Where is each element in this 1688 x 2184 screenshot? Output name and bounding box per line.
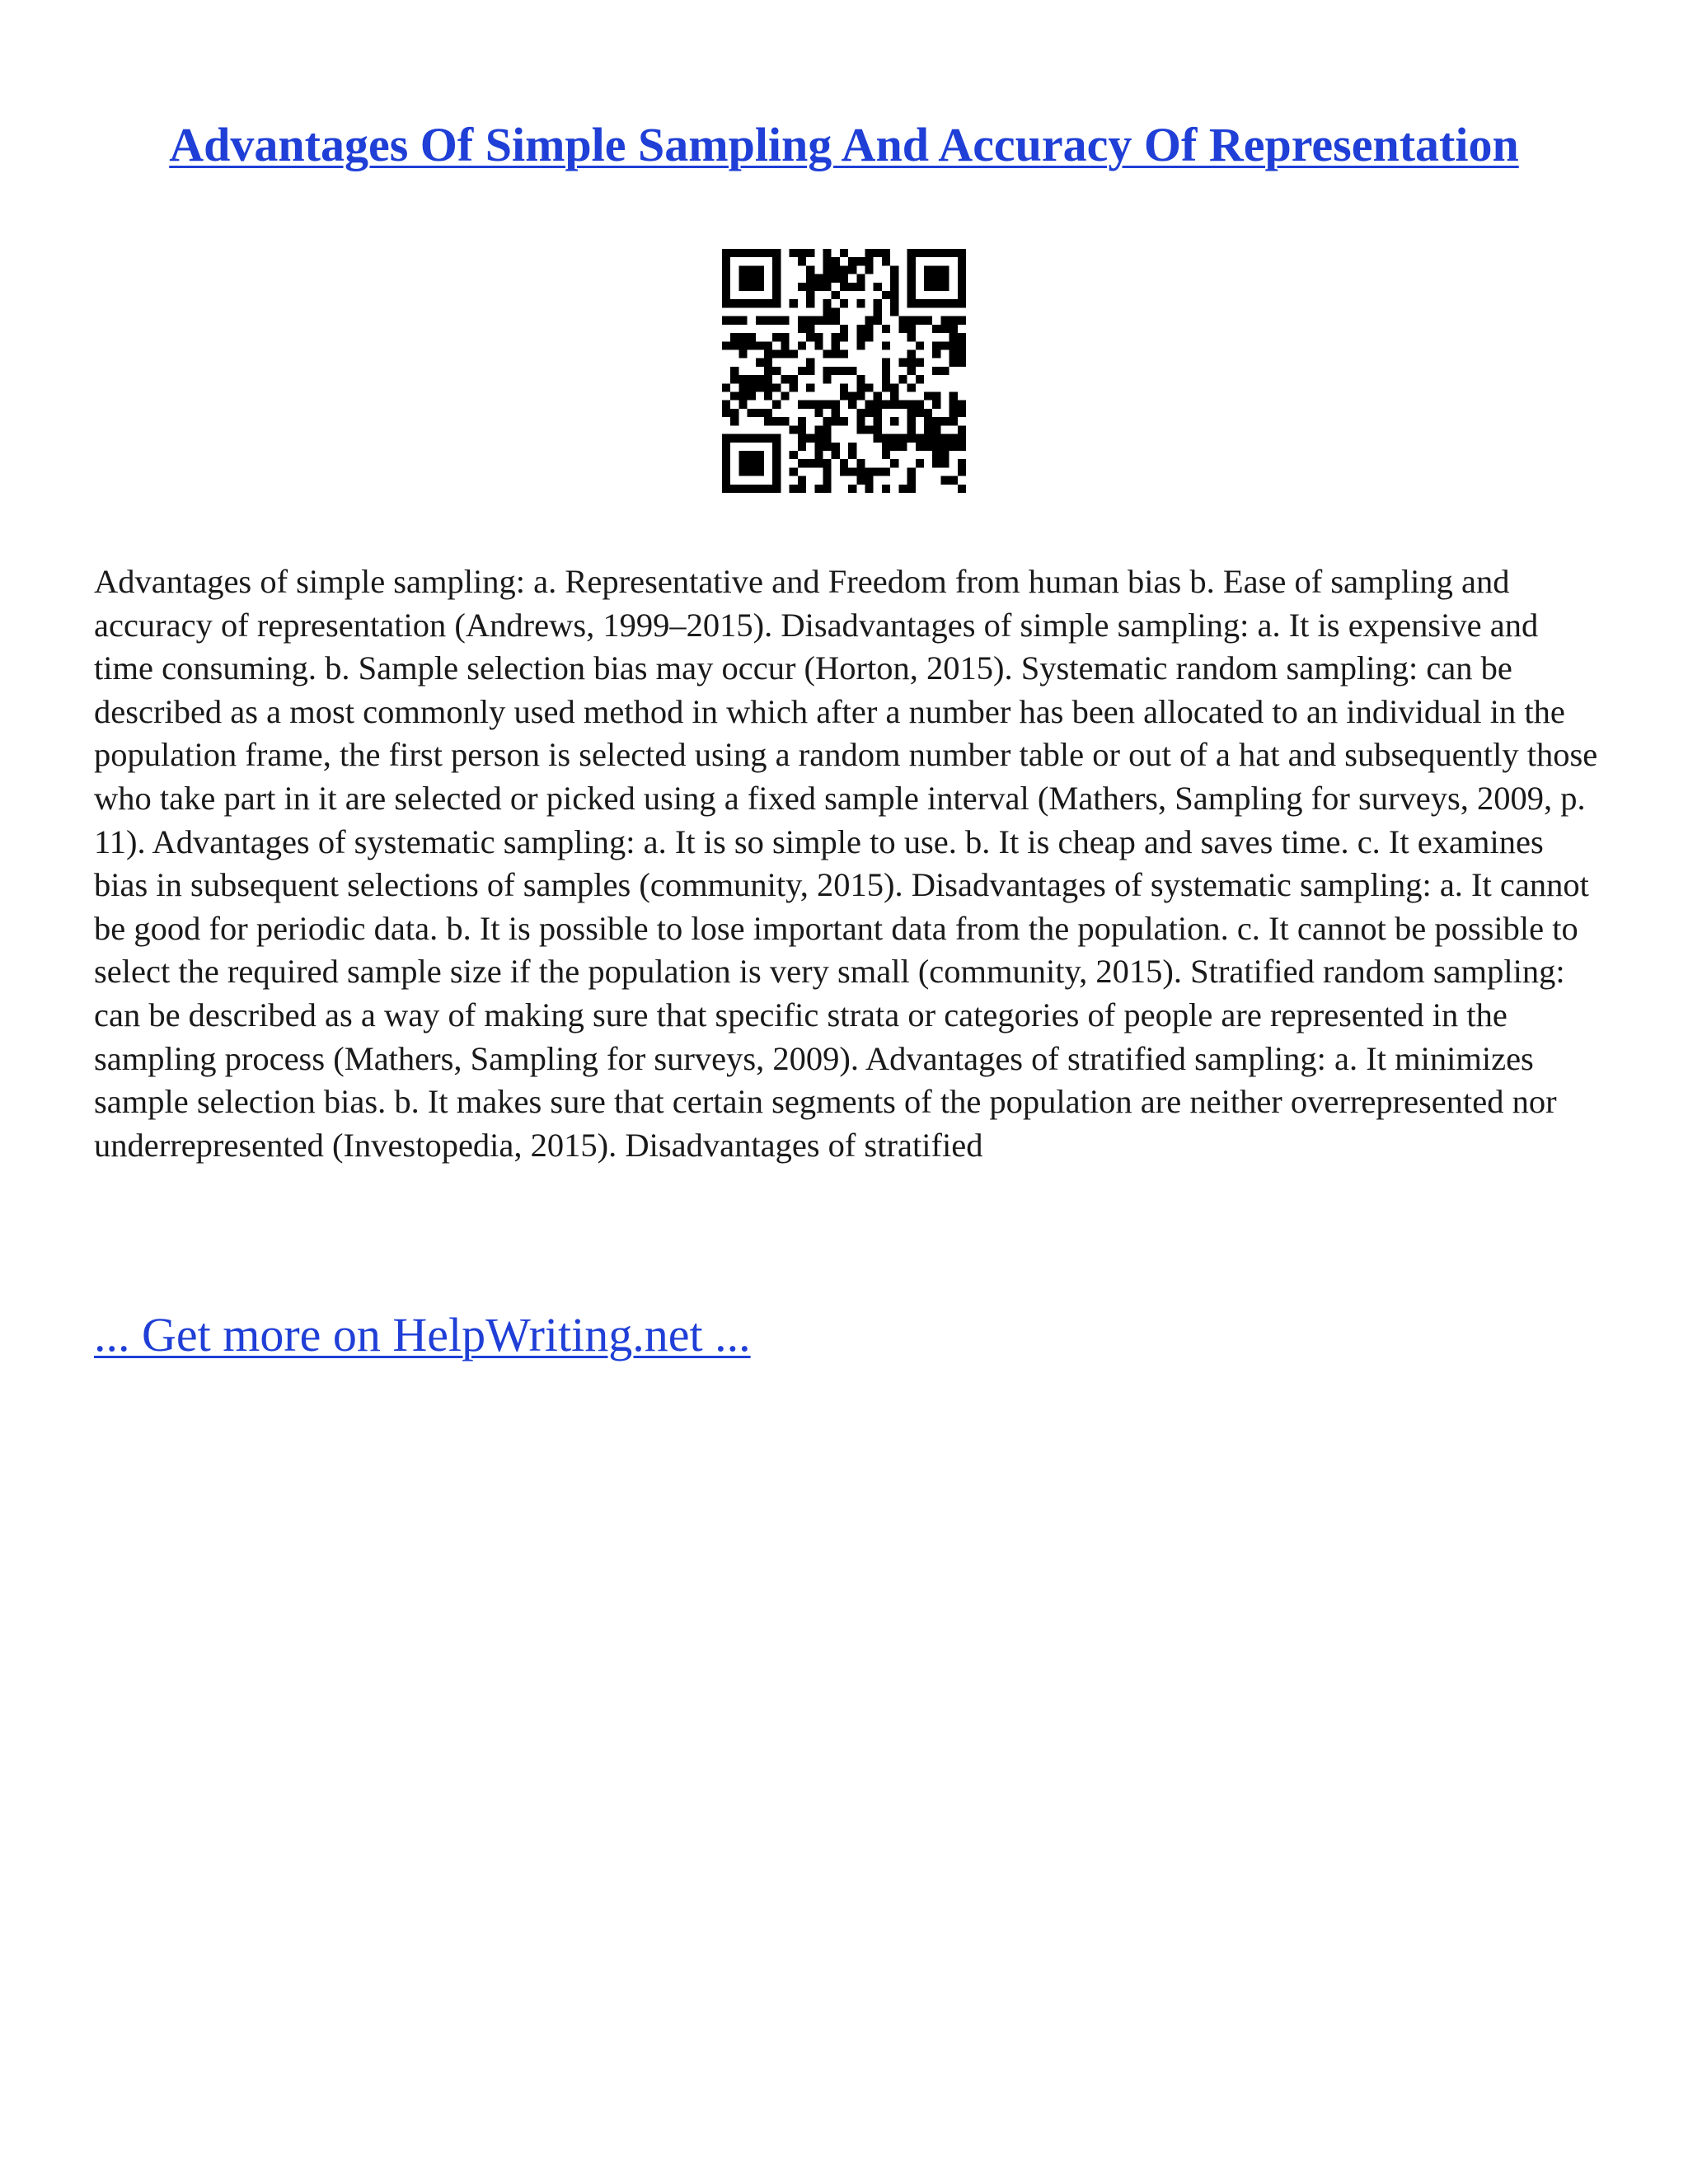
document-title <box>0 114 1688 176</box>
body-paragraph: Advantages of simple sampling: a. Representative and Freedom from human bias b. Ease of sampling and accuracy of representation (Andrews, 1999–2015). Disadvantages of simple sampling: a. It is expensive and time consuming. b. Sample selection bias may occur (Horton, 2015). Systematic random sampling: can be described as a most commonly used method in which after a number has been allocated to an individual in the population frame, the first person is selected using a random number table or out of a hat and subsequently those who take part in it are selected or picked using a fixed sample interval (Mathers, Sampling for surveys, 2009, p. 11). Advantages of systematic sampling: a. It is so simple to use. b. It is cheap and saves time. c. It examines bias in subsequent selections of samples (community, 2015). Disadvantages of systematic sampling: a. It cannot be good for periodic data. b. It is possible to lose important data from the population. c. It cannot be possible to select the required sample size if the population is very small (community, 2015). Stratified random sampling: can be described as a way of making sure that specific strata or categories of people are represented in the sampling process (Mathers, Sampling for surveys, 2009). Advantages of stratified sampling: a. It minimizes sample selection bias. b. It makes sure that certain segments of the population are neither overrepresented nor underrepresented (Investopedia, 2015). Disadvantages of stratified <box>94 563 1598 1164</box>
qr-code-icon <box>722 249 966 493</box>
get-more-link[interactable]: ... Get more on HelpWriting.net ... <box>94 1308 751 1361</box>
more-link-line <box>94 1306 751 1364</box>
title-link[interactable]: Advantages Of Simple Sampling And Accuracy Of Representation <box>169 118 1519 171</box>
